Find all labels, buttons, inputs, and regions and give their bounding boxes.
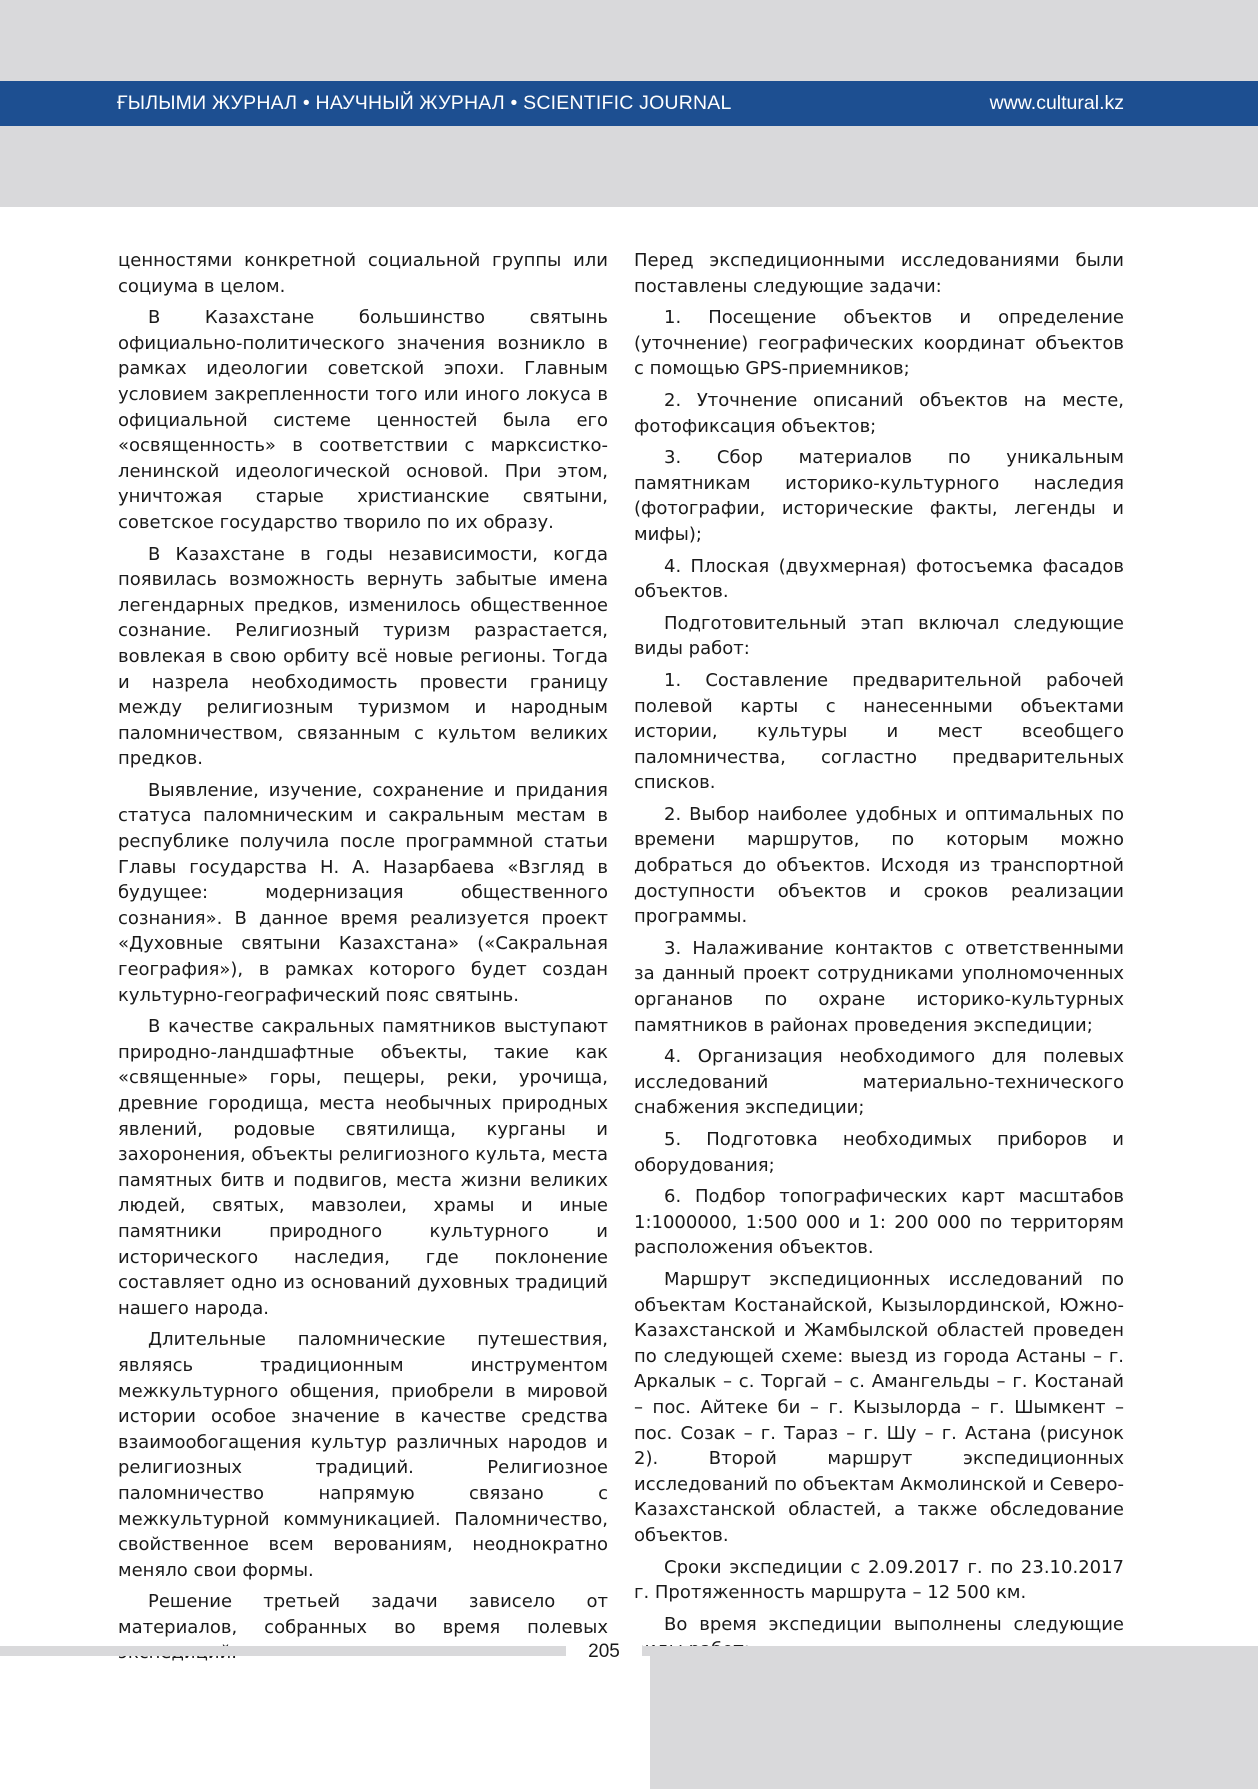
paragraph: Подготовительный этап включал следующие виды работ: bbox=[634, 612, 1124, 660]
paragraph: В Казахстане большинство святынь официально-политического значения возникло в рамках идеологии советской эпохи. Главным условием закрепленности того или иного локуса в официальной системе ценностей была его «освященность» в соответствии с марксистко-ленинской идеологической основой. При этом, уничтожая старые христианские святыни, советское государство творило по их образу. bbox=[118, 307, 608, 533]
paragraph: Сроки экспедиции с 2.09.2017 г. по 23.10.2017 г. Протяженность маршрута – 12 500 км. bbox=[634, 1556, 1124, 1604]
list-item: 3. Сбор материалов по уникальным памятникам историко-культурного наследия (фотографии, исторические факты, легенды и мифы); bbox=[634, 447, 1124, 545]
paragraph: Перед экспедиционными исследованиями были поставлены следующие задачи: bbox=[634, 250, 1124, 297]
list-item: 6. Подбор топографических карт масштабов 1:1000000, 1:500 000 и 1: 200 000 по территорям расположения объектов. bbox=[634, 1186, 1124, 1259]
paragraph: Маршрут экспедиционных исследований по объектам Костанайской, Кызылординской, Южно-Казахстанской и Жамбылской областей проведен по следующей схеме: выезд из города Астаны – г. Аркалык – с. Торгай – с. Амангельды – г. Костанай – пос. Айтеке би – г. Кызылорда – г. Шымкент – пос. Созак – г. Тараз – г. Шу – г. Астана (рисунок 2). Второй маршрут экспедиционных исследований по объектам Акмолинской и Северо-Казахстанской областей, а также обследование объектов. bbox=[634, 1268, 1124, 1546]
journal-header bbox=[0, 81, 1258, 126]
right-column bbox=[634, 248, 1124, 1669]
list-item: 4. Организация необходимого для полевых исследований материально-технического снабжения экспедиции; bbox=[634, 1046, 1124, 1119]
website-link[interactable]: www.cultural.kz bbox=[989, 92, 1124, 114]
paragraph: Во время экспедиции выполнены следующие bbox=[664, 1613, 1124, 1635]
paragraph: В Казахстане в годы независимости, когда появилась возможность вернуть забытые имена легендарных предков, изменилось общественное сознание. Религиозный туризм разрастается, вовлекая в свою орбиту всё новые регионы. Тогда и назрела необходимость провести границу между религиозным туризмом и народным паломничеством, связанным с культом великих предков. bbox=[118, 543, 608, 770]
paragraph: Выявление, изучение, сохранение и придания статуса паломническим и сакральным местам в республике получила после программной статьи Главы государства Н. А. Назарбаева «Взгляд в будущее: модернизация общественного сознания». В данное время реализуется проект «Духовные святыни Казахстана» («Сакральная география»), в рамках которого будет создан культурно-географический пояс святынь. bbox=[118, 779, 608, 1006]
list-item: 5. Подготовка необходимых приборов и оборудования; bbox=[634, 1129, 1124, 1176]
left-column bbox=[118, 248, 608, 1672]
page-number: 205 bbox=[566, 1638, 642, 1666]
list-item: 4. Плоская (двухмерная) фотосъемка фасадов объектов. bbox=[634, 555, 1124, 603]
footer-block bbox=[650, 1656, 1258, 1789]
paragraph: Решение третьей задачи зависело от материалов, собранных во время полевых bbox=[118, 1591, 608, 1638]
journal-title: ҒЫЛЫМИ ЖУРНАЛ • НАУЧНЫЙ ЖУРНАЛ • SCIENTIFIC JOURNAL bbox=[117, 92, 732, 114]
list-item: 3. Налаживание контактов с ответственными за данный проект сотрудниками уполномоченных органанов по охране историко-культурных памятников в районах проведения экспедиции; bbox=[634, 937, 1124, 1036]
list-item: 1. Составление предварительной рабочей полевой карты с нанесенными объектами истории, культуры и мест всеобщего паломничества, согластно предварительных списков. bbox=[634, 669, 1124, 794]
paragraph: Длительные паломнические путешествия, являясь традиционным инструментом межкультурного общения, приобрели в мировой истории особое значение в качестве средства взаимообогащения культур различных народов и религиозных традиций. Религиозное паломничество напрямую связано с межкультурной коммуникацией. Паломничество, свойственное всем верованиям, неоднократно меняло свои формы. bbox=[118, 1329, 608, 1581]
list-item: 2. Выбор наиболее удобных и оптимальных по времени маршрутов, по которым можно добраться до объектов. Исходя из транспортной доступности объектов и сроков реализации программы. bbox=[634, 803, 1124, 928]
paragraph: ценностями конкретной социальной группы или социума в целом. bbox=[118, 250, 608, 297]
paragraph: В качестве сакральных памятников выступают природно-ландшафтные объекты, такие как «священные» горы, пещеры, реки, урочища, древние городища, места необычных природных явлений, родовые святилища, курганы и захоронения, объекты религиозного культа, места памятных битв и подвигов, места жизни великих людей, святых, мавзолеи, храмы и иные памятники природного культурного и исторического наследия, где поклонение составляет одно из оснований духовных традиций нашего народа. bbox=[118, 1016, 608, 1319]
list-item: 2. Уточнение описаний объектов на месте, фотофиксация объектов; bbox=[634, 389, 1124, 437]
list-item: 1. Посещение объектов и определение (уточнение) географических координат объектов с помощью GPS-приемников; bbox=[634, 307, 1124, 380]
